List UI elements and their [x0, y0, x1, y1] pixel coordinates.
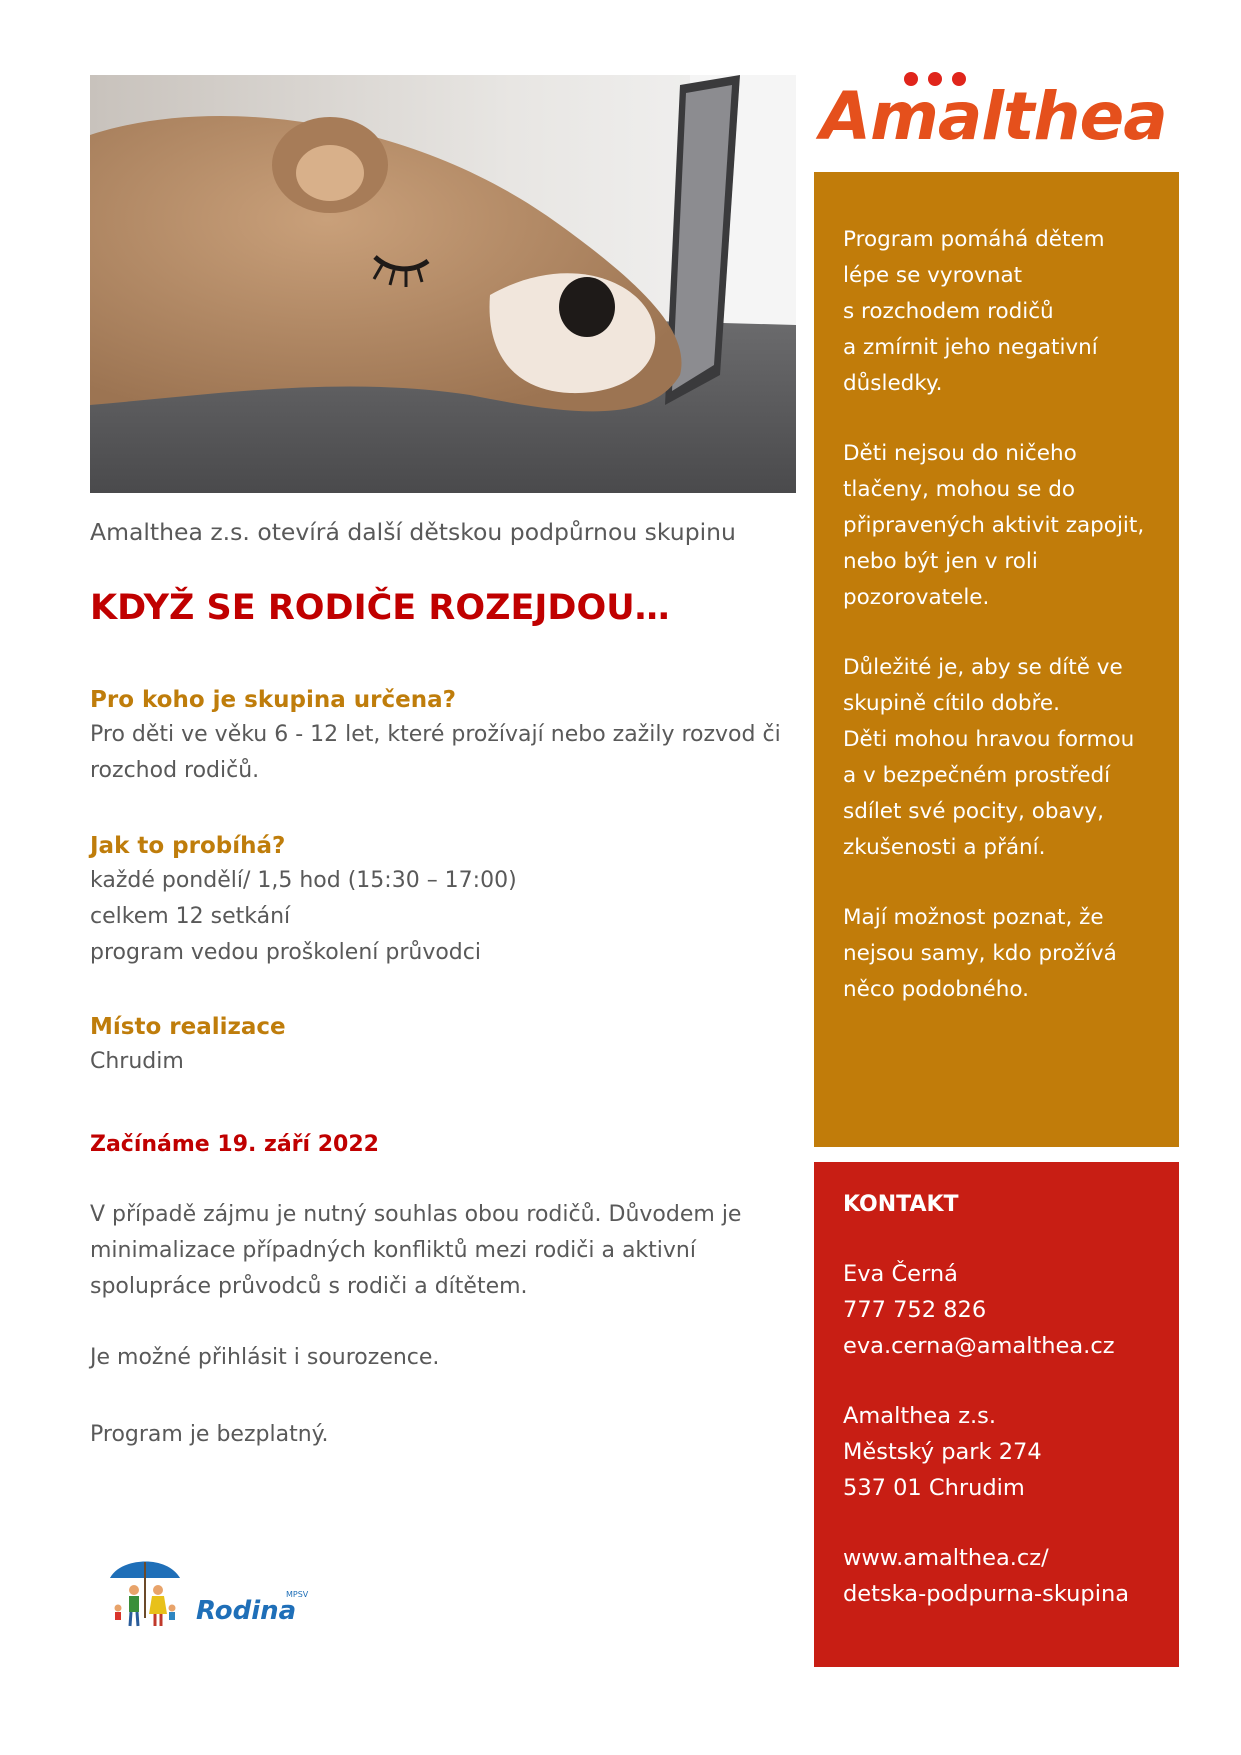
info-line: sdílet své pocity, obavy,	[843, 799, 1104, 824]
plush-bear-illustration	[90, 75, 796, 493]
siblings-note	[90, 1340, 790, 1376]
mpsv-text: MPSV	[286, 1590, 309, 1599]
website-link[interactable]: www.amalthea.cz/	[843, 1545, 1049, 1571]
section-how-it-works	[90, 829, 790, 971]
amalthea-logo	[820, 72, 1180, 162]
info-line: Děti mohou hravou formou	[843, 727, 1135, 752]
section-heading: Jak to probíhá?	[90, 833, 286, 859]
address-line: Amalthea z.s.	[843, 1403, 997, 1429]
info-line: nebo být jen v roli	[843, 549, 1038, 574]
info-panel	[814, 172, 1179, 1147]
section-heading: Pro koho je skupina určena?	[90, 687, 456, 713]
section-line: Pro děti ve věku 6 - 12 let, které prožívají nebo zažily rozvod či	[90, 722, 781, 747]
section-target-group	[90, 683, 790, 789]
siblings-text: Je možné přihlásit i sourozence.	[90, 1345, 440, 1370]
section-line: rozchod rodičů.	[90, 758, 260, 783]
contact-panel	[814, 1162, 1179, 1667]
free-note	[90, 1417, 790, 1453]
headline: KDYŽ SE RODIČE ROZEJDOU…	[90, 588, 670, 628]
info-line: důsledky.	[843, 371, 943, 396]
consent-paragraph	[90, 1197, 790, 1305]
info-line: Mají možnost poznat, že	[843, 905, 1104, 930]
start-date	[90, 1128, 790, 1162]
section-line: celkem 12 setkání	[90, 904, 291, 929]
info-line: zkušenosti a přání.	[843, 835, 1046, 860]
rodina-text: Rodina	[196, 1596, 297, 1626]
section-line: Chrudim	[90, 1049, 184, 1074]
hero-photo	[90, 75, 796, 493]
address-line: Městský park 274	[843, 1439, 1042, 1465]
info-line: pozorovatele.	[843, 585, 990, 610]
contact-email-link[interactable]: eva.cerna@amalthea.cz	[843, 1333, 1115, 1359]
website-link[interactable]: detska-podpurna-skupina	[843, 1581, 1130, 1607]
contact-phone[interactable]: 777 752 826	[843, 1297, 987, 1323]
section-heading: Místo realizace	[90, 1014, 286, 1040]
rodina-mpsv-logo	[106, 1556, 326, 1638]
info-line: skupině cítilo dobře.	[843, 691, 1060, 716]
info-line: a zmírnit jeho negativní	[843, 335, 1098, 360]
section-location	[90, 1010, 790, 1080]
consent-line: V případě zájmu je nutný souhlas obou rodičů. Důvodem je	[90, 1202, 742, 1227]
contact-name: Eva Černá	[843, 1261, 958, 1287]
consent-line: spolupráce průvodců s rodiči a dítětem.	[90, 1274, 528, 1299]
start-date-text: Začínáme 19. září 2022	[90, 1132, 379, 1157]
intro-text: Amalthea z.s. otevírá další dětskou podpůrnou skupinu	[90, 518, 736, 546]
free-text: Program je bezplatný.	[90, 1422, 329, 1447]
section-line: každé pondělí/ 1,5 hod (15:30 – 17:00)	[90, 868, 517, 893]
logo-text: Amalthea	[820, 78, 1167, 155]
info-line: lépe se vyrovnat	[843, 263, 1023, 288]
section-line: program vedou proškolení průvodci	[90, 940, 481, 965]
info-line: nejsou samy, kdo prožívá	[843, 941, 1117, 966]
info-line: připravených aktivit zapojit,	[843, 513, 1145, 538]
contact-heading: KONTAKT	[843, 1192, 959, 1217]
info-line: a v bezpečném prostředí	[843, 763, 1111, 788]
info-line: něco podobného.	[843, 977, 1030, 1002]
address-line: 537 01 Chrudim	[843, 1475, 1025, 1501]
consent-line: minimalizace případných konfliktů mezi rodiči a aktivní	[90, 1238, 696, 1263]
info-line: Děti nejsou do ničeho	[843, 441, 1077, 466]
info-line: tlačeny, mohou se do	[843, 477, 1076, 502]
info-line: Důležité je, aby se dítě ve	[843, 655, 1123, 680]
info-line: Program pomáhá dětem	[843, 227, 1105, 252]
info-line: s rozchodem rodičů	[843, 299, 1054, 324]
